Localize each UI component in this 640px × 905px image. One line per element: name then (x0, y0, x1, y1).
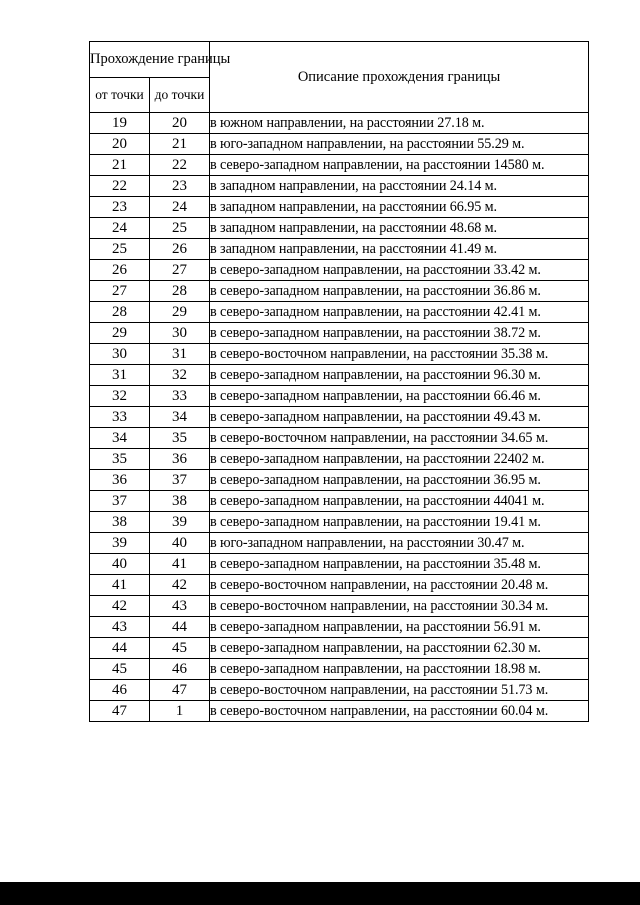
table-row (90, 533, 589, 554)
from-point-cell: 23 (90, 197, 150, 218)
description-cell: в северо-западном направлении, на расстоянии 35.48 м. (210, 554, 589, 575)
from-point-cell: 20 (90, 134, 150, 155)
description-cell: в северо-западном направлении, на расстоянии 42.41 м. (210, 302, 589, 323)
to-point-cell: 22 (150, 155, 210, 176)
table-row (90, 365, 589, 386)
table-row (90, 344, 589, 365)
to-point-cell: 23 (150, 176, 210, 197)
table-row (90, 134, 589, 155)
description-cell: в юго-западном направлении, на расстоянии 55.29 м. (210, 134, 589, 155)
to-point-cell: 27 (150, 260, 210, 281)
description-cell: в северо-западном направлении, на расстоянии 18.98 м. (210, 659, 589, 680)
to-point-cell: 34 (150, 407, 210, 428)
from-point-cell: 46 (90, 680, 150, 701)
to-point-cell: 33 (150, 386, 210, 407)
to-point-cell: 1 (150, 701, 210, 722)
description-cell: в северо-западном направлении, на расстоянии 36.95 м. (210, 470, 589, 491)
to-point-cell: 30 (150, 323, 210, 344)
description-cell: в северо-западном направлении, на расстоянии 56.91 м. (210, 617, 589, 638)
from-point-cell: 30 (90, 344, 150, 365)
to-point-cell: 47 (150, 680, 210, 701)
description-cell: в западном направлении, на расстоянии 66.95 м. (210, 197, 589, 218)
boundary-table (89, 41, 589, 722)
from-point-cell: 33 (90, 407, 150, 428)
table-row (90, 281, 589, 302)
to-point-cell: 25 (150, 218, 210, 239)
table-row (90, 638, 589, 659)
description-cell: в северо-восточном направлении, на расстоянии 30.34 м. (210, 596, 589, 617)
header-to-point: до точки (150, 78, 210, 113)
table-row (90, 407, 589, 428)
description-cell: в южном направлении, на расстоянии 27.18 м. (210, 113, 589, 134)
from-point-cell: 34 (90, 428, 150, 449)
description-cell: в северо-западном направлении, на расстоянии 49.43 м. (210, 407, 589, 428)
from-point-cell: 21 (90, 155, 150, 176)
from-point-cell: 47 (90, 701, 150, 722)
description-cell: в северо-западном направлении, на расстоянии 62.30 м. (210, 638, 589, 659)
description-cell: в северо-западном направлении, на расстоянии 19.41 м. (210, 512, 589, 533)
to-point-cell: 35 (150, 428, 210, 449)
to-point-cell: 38 (150, 491, 210, 512)
from-point-cell: 44 (90, 638, 150, 659)
description-cell: в северо-восточном направлении, на расстоянии 34.65 м. (210, 428, 589, 449)
table-row (90, 386, 589, 407)
to-point-cell: 41 (150, 554, 210, 575)
to-point-cell: 43 (150, 596, 210, 617)
from-point-cell: 29 (90, 323, 150, 344)
from-point-cell: 28 (90, 302, 150, 323)
to-point-cell: 36 (150, 449, 210, 470)
description-cell: в северо-западном направлении, на расстоянии 38.72 м. (210, 323, 589, 344)
description-cell: в северо-западном направлении, на расстоянии 44041 м. (210, 491, 589, 512)
description-cell: в северо-западном направлении, на расстоянии 22402 м. (210, 449, 589, 470)
description-cell: в северо-западном направлении, на расстоянии 36.86 м. (210, 281, 589, 302)
from-point-cell: 40 (90, 554, 150, 575)
to-point-cell: 42 (150, 575, 210, 596)
to-point-cell: 21 (150, 134, 210, 155)
table-row (90, 239, 589, 260)
table-row (90, 260, 589, 281)
table-row (90, 491, 589, 512)
header-boundary-passage: Прохождение границы (90, 42, 210, 78)
table-row (90, 701, 589, 722)
description-cell: в северо-восточном направлении, на расстоянии 51.73 м. (210, 680, 589, 701)
from-point-cell: 32 (90, 386, 150, 407)
description-cell: в северо-западном направлении, на расстоянии 14580 м. (210, 155, 589, 176)
to-point-cell: 29 (150, 302, 210, 323)
table-row (90, 512, 589, 533)
table-row (90, 302, 589, 323)
from-point-cell: 39 (90, 533, 150, 554)
from-point-cell: 37 (90, 491, 150, 512)
to-point-cell: 26 (150, 239, 210, 260)
table-row (90, 575, 589, 596)
header-description: Описание прохождения границы (210, 42, 589, 113)
scan-bottom-edge (0, 882, 640, 905)
to-point-cell: 32 (150, 365, 210, 386)
table-row (90, 176, 589, 197)
from-point-cell: 26 (90, 260, 150, 281)
table-row (90, 113, 589, 134)
from-point-cell: 25 (90, 239, 150, 260)
from-point-cell: 36 (90, 470, 150, 491)
table-row (90, 197, 589, 218)
from-point-cell: 42 (90, 596, 150, 617)
description-cell: в северо-западном направлении, на расстоянии 33.42 м. (210, 260, 589, 281)
description-cell: в северо-восточном направлении, на расстоянии 60.04 м. (210, 701, 589, 722)
from-point-cell: 19 (90, 113, 150, 134)
from-point-cell: 38 (90, 512, 150, 533)
to-point-cell: 20 (150, 113, 210, 134)
from-point-cell: 35 (90, 449, 150, 470)
to-point-cell: 24 (150, 197, 210, 218)
table-row (90, 554, 589, 575)
to-point-cell: 37 (150, 470, 210, 491)
from-point-cell: 22 (90, 176, 150, 197)
description-cell: в юго-западном направлении, на расстоянии 30.47 м. (210, 533, 589, 554)
from-point-cell: 27 (90, 281, 150, 302)
table-row (90, 155, 589, 176)
to-point-cell: 46 (150, 659, 210, 680)
to-point-cell: 44 (150, 617, 210, 638)
from-point-cell: 41 (90, 575, 150, 596)
description-cell: в северо-восточном направлении, на расстоянии 35.38 м. (210, 344, 589, 365)
from-point-cell: 43 (90, 617, 150, 638)
description-cell: в северо-западном направлении, на расстоянии 96.30 м. (210, 365, 589, 386)
description-cell: в западном направлении, на расстоянии 48.68 м. (210, 218, 589, 239)
table-row (90, 659, 589, 680)
from-point-cell: 24 (90, 218, 150, 239)
description-cell: в западном направлении, на расстоянии 41.49 м. (210, 239, 589, 260)
to-point-cell: 31 (150, 344, 210, 365)
table-row (90, 428, 589, 449)
table-row (90, 680, 589, 701)
to-point-cell: 45 (150, 638, 210, 659)
table-row (90, 617, 589, 638)
table-row (90, 323, 589, 344)
table-row (90, 596, 589, 617)
from-point-cell: 45 (90, 659, 150, 680)
description-cell: в западном направлении, на расстоянии 24.14 м. (210, 176, 589, 197)
description-cell: в северо-восточном направлении, на расстоянии 20.48 м. (210, 575, 589, 596)
table-row (90, 470, 589, 491)
to-point-cell: 28 (150, 281, 210, 302)
table-body (90, 113, 589, 722)
description-cell: в северо-западном направлении, на расстоянии 66.46 м. (210, 386, 589, 407)
header-from-point: от точки (90, 78, 150, 113)
table-row (90, 218, 589, 239)
to-point-cell: 40 (150, 533, 210, 554)
from-point-cell: 31 (90, 365, 150, 386)
to-point-cell: 39 (150, 512, 210, 533)
table-row (90, 449, 589, 470)
